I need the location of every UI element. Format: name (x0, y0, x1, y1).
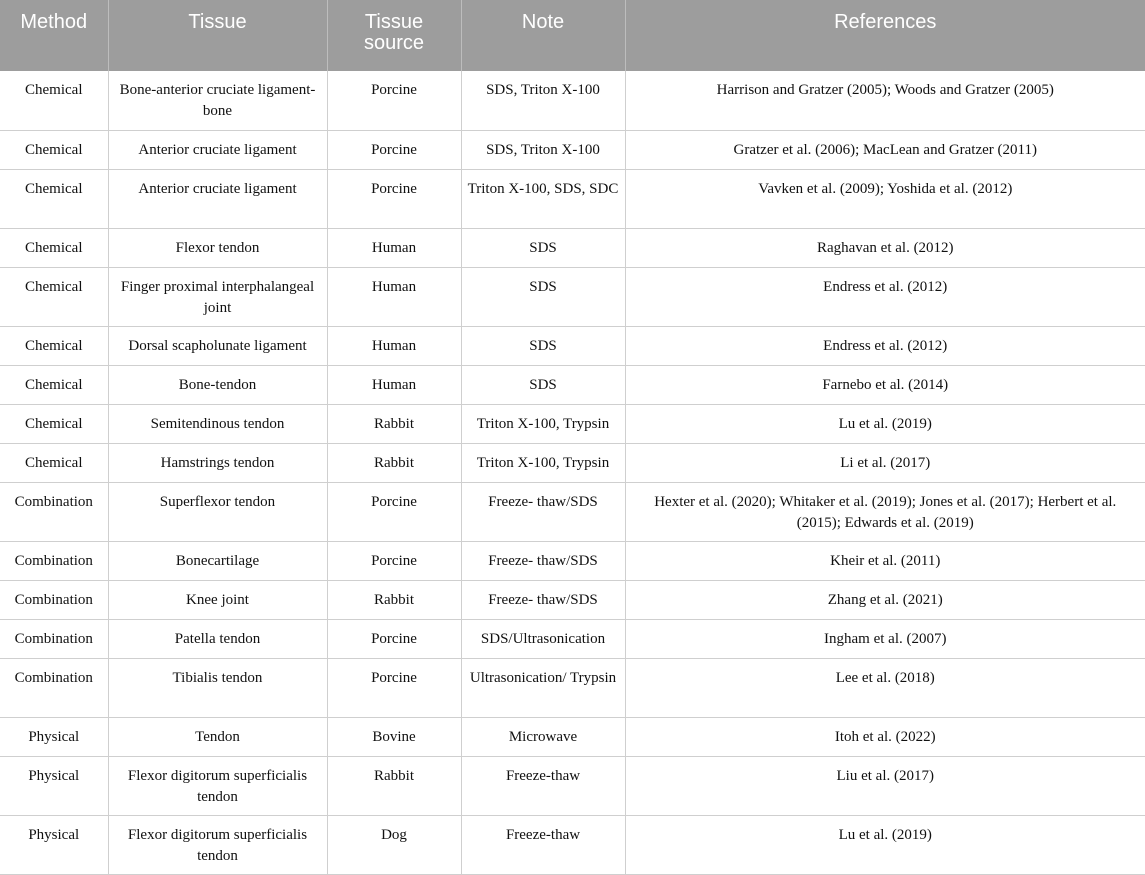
table-row (0, 658, 1145, 717)
cell-method: Physical (0, 815, 108, 874)
header-tissue: Tissue (108, 0, 327, 71)
table-row (0, 482, 1145, 541)
table-row (0, 365, 1145, 404)
cell-method: Physical (0, 717, 108, 756)
cell-references: Lee et al. (2018) (625, 658, 1145, 717)
cell-references: Zhang et al. (2021) (625, 580, 1145, 619)
table-row (0, 326, 1145, 365)
cell-method: Chemical (0, 365, 108, 404)
cell-source: Bovine (327, 717, 461, 756)
cell-tissue: Flexor tendon (108, 228, 327, 267)
cell-references: Gratzer et al. (2006); MacLean and Gratzer (2011) (625, 130, 1145, 169)
table-row (0, 130, 1145, 169)
cell-note: Freeze- thaw/SDS (461, 482, 625, 541)
cell-source: Rabbit (327, 756, 461, 815)
cell-method: Chemical (0, 443, 108, 482)
cell-method: Chemical (0, 326, 108, 365)
cell-source: Porcine (327, 658, 461, 717)
cell-source: Human (327, 228, 461, 267)
header-note: Note (461, 0, 625, 71)
cell-source: Porcine (327, 71, 461, 130)
cell-references: Endress et al. (2012) (625, 326, 1145, 365)
cell-method: Combination (0, 482, 108, 541)
table-row (0, 443, 1145, 482)
cell-method: Combination (0, 580, 108, 619)
cell-source: Human (327, 326, 461, 365)
cell-tissue: Anterior cruciate ligament (108, 169, 327, 228)
cell-source: Human (327, 365, 461, 404)
cell-note: SDS (461, 267, 625, 326)
cell-source: Rabbit (327, 404, 461, 443)
cell-tissue: Anterior cruciate ligament (108, 130, 327, 169)
cell-tissue: Tibialis tendon (108, 658, 327, 717)
cell-method: Physical (0, 756, 108, 815)
cell-tissue: Bonecartilage (108, 541, 327, 580)
table-row (0, 71, 1145, 130)
cell-tissue: Bone-tendon (108, 365, 327, 404)
cell-tissue: Tendon (108, 717, 327, 756)
table-row (0, 717, 1145, 756)
cell-tissue: Flexor digitorum superficialis tendon (108, 756, 327, 815)
cell-source: Porcine (327, 541, 461, 580)
header-row (0, 0, 1145, 71)
header-method: Method (0, 0, 108, 71)
cell-references: Itoh et al. (2022) (625, 717, 1145, 756)
table-row (0, 169, 1145, 228)
cell-method: Combination (0, 658, 108, 717)
cell-tissue: Hamstrings tendon (108, 443, 327, 482)
cell-references: Raghavan et al. (2012) (625, 228, 1145, 267)
cell-tissue: Finger proximal interphalangeal joint (108, 267, 327, 326)
cell-references: Hexter et al. (2020); Whitaker et al. (2019); Jones et al. (2017); Herbert et al. (2015); Edwards et al. (2019) (625, 482, 1145, 541)
cell-references: Vavken et al. (2009); Yoshida et al. (2012) (625, 169, 1145, 228)
cell-note: Triton X-100, SDS, SDC (461, 169, 625, 228)
cell-source: Porcine (327, 130, 461, 169)
cell-method: Chemical (0, 267, 108, 326)
cell-source: Porcine (327, 482, 461, 541)
table-row (0, 756, 1145, 815)
cell-references: Harrison and Gratzer (2005); Woods and Gratzer (2005) (625, 71, 1145, 130)
header-tissue-source: Tissue source (327, 0, 461, 71)
table-header (0, 0, 1145, 71)
table-row (0, 541, 1145, 580)
table-row (0, 580, 1145, 619)
cell-note: Freeze-thaw (461, 756, 625, 815)
cell-tissue: Bone-anterior cruciate ligament-bone (108, 71, 327, 130)
cell-tissue: Superflexor tendon (108, 482, 327, 541)
cell-note: Freeze- thaw/SDS (461, 580, 625, 619)
cell-source: Rabbit (327, 580, 461, 619)
cell-note: Ultrasonication/ Trypsin (461, 658, 625, 717)
cell-tissue: Knee joint (108, 580, 327, 619)
cell-note: SDS (461, 326, 625, 365)
cell-tissue: Dorsal scapholunate ligament (108, 326, 327, 365)
table-row (0, 404, 1145, 443)
cell-note: Triton X-100, Trypsin (461, 404, 625, 443)
cell-references: Endress et al. (2012) (625, 267, 1145, 326)
cell-references: Li et al. (2017) (625, 443, 1145, 482)
table-row (0, 815, 1145, 874)
cell-note: SDS, Triton X-100 (461, 130, 625, 169)
cell-method: Chemical (0, 71, 108, 130)
cell-source: Dog (327, 815, 461, 874)
cell-method: Combination (0, 541, 108, 580)
cell-note: Microwave (461, 717, 625, 756)
cell-method: Chemical (0, 404, 108, 443)
cell-references: Lu et al. (2019) (625, 815, 1145, 874)
cell-method: Chemical (0, 130, 108, 169)
cell-method: Chemical (0, 169, 108, 228)
cell-references: Liu et al. (2017) (625, 756, 1145, 815)
cell-note: SDS, Triton X-100 (461, 71, 625, 130)
cell-references: Ingham et al. (2007) (625, 619, 1145, 658)
cell-tissue: Flexor digitorum superficialis tendon (108, 815, 327, 874)
cell-method: Combination (0, 619, 108, 658)
cell-note: SDS (461, 228, 625, 267)
table-row (0, 228, 1145, 267)
cell-source: Porcine (327, 169, 461, 228)
cell-references: Farnebo et al. (2014) (625, 365, 1145, 404)
cell-references: Kheir et al. (2011) (625, 541, 1145, 580)
cell-note: Freeze-thaw (461, 815, 625, 874)
cell-source: Porcine (327, 619, 461, 658)
table-row (0, 619, 1145, 658)
cell-references: Lu et al. (2019) (625, 404, 1145, 443)
cell-note: Freeze- thaw/SDS (461, 541, 625, 580)
cell-note: SDS/Ultrasonication (461, 619, 625, 658)
cell-note: SDS (461, 365, 625, 404)
cell-source: Rabbit (327, 443, 461, 482)
cell-note: Triton X-100, Trypsin (461, 443, 625, 482)
table-row (0, 267, 1145, 326)
header-references: References (625, 0, 1145, 71)
cell-source: Human (327, 267, 461, 326)
cell-method: Chemical (0, 228, 108, 267)
cell-tissue: Patella tendon (108, 619, 327, 658)
cell-tissue: Semitendinous tendon (108, 404, 327, 443)
table-body (0, 71, 1145, 874)
